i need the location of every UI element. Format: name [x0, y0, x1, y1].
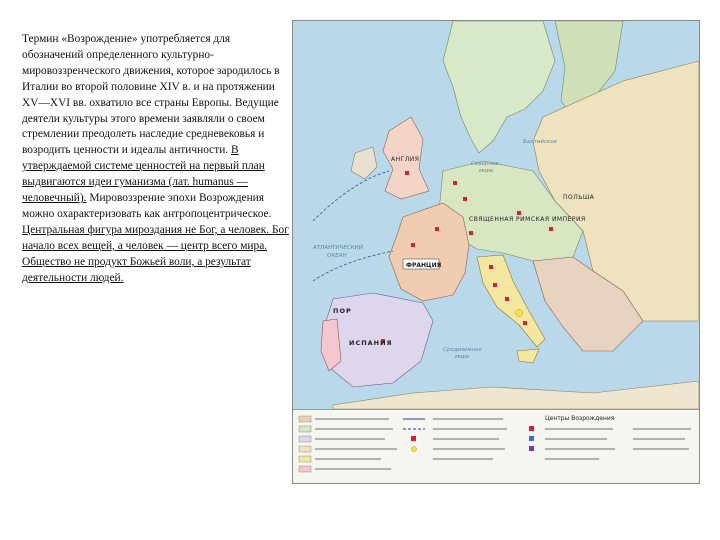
spain-label: ИСПАНИЯ	[349, 339, 393, 347]
trade-route-line-2	[313, 251, 393, 281]
anthropocentric-sentence: Мировоззрение эпохи Возрождения можно охарактеризовать как антропоцентрическое.	[22, 192, 272, 220]
sea-baltic-label: Балтийское	[523, 139, 558, 145]
sea-atlantic-label-2: ОКЕАН	[327, 253, 347, 259]
sea-med-label: Средиземное	[443, 347, 482, 353]
humanism-sentence: В утверждаемой системе ценностей на первый план выдвигаются идеи гуманизма (лат. humanus — человечный).	[22, 144, 265, 205]
sea-atlantic-label: АТЛАНТИЧЕСКИЙ	[313, 245, 363, 251]
intro-paragraph: Термин «Возрождение» употребляется для обозначений определенного культурно-мировоззренческого движения, которое зародилось в Италии во второй половине XIV в. и на протяжении XV—XVI вв. охватило все страны Европы. Ведущие деятели культуры этого времени заявляли о своем стремлении преодолеть наследие средневековья и возродить ценности и идеалы античности.	[22, 33, 280, 157]
sicily-land	[517, 349, 539, 363]
sea-north-label-2: море	[479, 168, 494, 174]
italy-land	[477, 255, 545, 347]
legend-text-lines	[315, 419, 691, 469]
legend-symbols	[403, 419, 534, 452]
central-figure-sentence: Центральная фигура мироздания не Бог, а человек. Бог начало всех вещей, а человек — центр всего мира. Общество не продукт Божьей воли, а результат деятельности людей.	[22, 223, 289, 284]
empire-label: СВЯЩЕННАЯ РИМСКАЯ ИМПЕРИЯ	[469, 216, 586, 223]
article-text	[22, 32, 290, 287]
sea-north-label: Северное	[471, 161, 499, 167]
north-africa-land	[333, 381, 699, 409]
trade-route-line	[313, 171, 389, 221]
poland-label: ПОЛЬША	[563, 194, 595, 201]
sea-med-label-2: море	[455, 354, 470, 360]
france-land	[389, 203, 469, 301]
legend-swatches	[299, 416, 311, 472]
map-canvas	[293, 21, 699, 409]
portugal-land	[321, 319, 341, 371]
europe-renaissance-map	[292, 20, 700, 484]
portugal-label: ПОР	[333, 307, 352, 315]
ireland-land	[351, 147, 377, 179]
rome-star	[516, 310, 523, 317]
france-label: ФРАНЦИЯ	[406, 262, 442, 269]
legend-canvas	[293, 410, 699, 484]
map-legend	[293, 409, 699, 484]
england-label: АНГЛИЯ	[391, 156, 420, 163]
legend-title: Центры Возрождения	[545, 415, 615, 422]
